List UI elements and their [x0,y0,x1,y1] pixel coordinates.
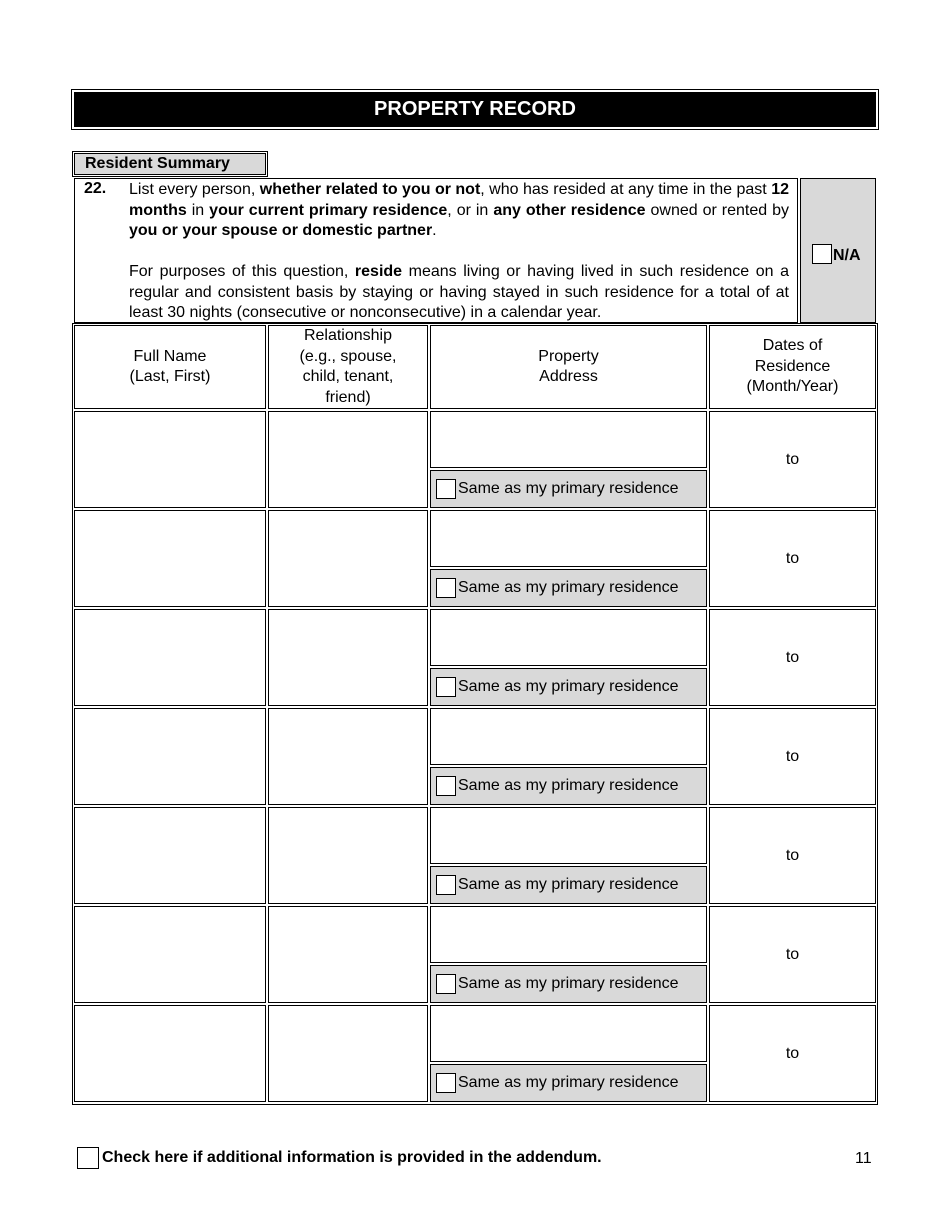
same-as-primary-checkbox[interactable] [436,677,456,697]
address-input-cell[interactable] [430,807,707,864]
same-as-primary-checkbox[interactable] [436,479,456,499]
date-range-separator: to [785,450,800,468]
dates-input-cell[interactable] [709,609,876,706]
date-range-separator: to [785,846,800,864]
name-input-cell[interactable] [74,510,266,607]
address-input-cell[interactable] [430,1005,707,1062]
address-input-cell[interactable] [430,906,707,963]
name-input-cell[interactable] [74,807,266,904]
relationship-input-cell[interactable] [268,708,428,805]
address-input-cell[interactable] [430,411,707,468]
addendum-checkbox[interactable] [77,1147,99,1169]
name-input-cell[interactable] [74,609,266,706]
relationship-input-cell[interactable] [268,807,428,904]
name-input-cell[interactable] [74,906,266,1003]
addendum-label: Check here if additional information is provided in the addendum. [102,1149,602,1166]
relationship-input-cell[interactable] [268,609,428,706]
same-as-primary-option[interactable] [430,569,707,607]
same-as-primary-option[interactable] [430,965,707,1003]
same-as-primary-checkbox[interactable] [436,776,456,796]
name-input-cell[interactable] [74,708,266,805]
relationship-input-cell[interactable] [268,1005,428,1102]
address-input-cell[interactable] [430,609,707,666]
question-text: List every person, whether related to you or not, who has resided at any time in the past 12 months in your current primary residence, or in any other residence owned or rented by you or your spouse or domestic partner. For purposes of this question, reside means living or having lived in such residence on a regular and consistent basis by staying or having stayed in such residence for a total of at least 30 nights (consecutive or nonconsecutive) in a calendar year. [129,181,790,321]
same-as-primary-checkbox[interactable] [436,974,456,994]
same-as-primary-label: Same as my primary residence [458,579,679,596]
column-header-dates: Dates of Residence (Month/Year) [709,325,876,409]
dates-input-cell[interactable] [709,906,876,1003]
same-as-primary-label: Same as my primary residence [458,975,679,992]
date-range-separator: to [785,1044,800,1062]
date-range-separator: to [785,945,800,963]
address-input-cell[interactable] [430,510,707,567]
dates-input-cell[interactable] [709,411,876,508]
address-input-cell[interactable] [430,708,707,765]
addendum-option[interactable] [77,1147,602,1169]
same-as-primary-label: Same as my primary residence [458,777,679,794]
same-as-primary-option[interactable] [430,767,707,805]
same-as-primary-option[interactable] [430,668,707,706]
question-number: 22. [84,180,107,197]
same-as-primary-option[interactable] [430,866,707,904]
date-range-separator: to [785,648,800,666]
section-heading: Resident Summary [74,153,266,175]
na-label: N/A [833,247,861,264]
column-header-relationship: Relationship (e.g., spouse, child, tenant, friend) [268,325,428,409]
date-range-separator: to [785,549,800,567]
same-as-primary-checkbox[interactable] [436,1073,456,1093]
name-input-cell[interactable] [74,1005,266,1102]
date-range-separator: to [785,747,800,765]
name-input-cell[interactable] [74,411,266,508]
page-title: PROPERTY RECORD [74,92,876,127]
dates-input-cell[interactable] [709,1005,876,1102]
same-as-primary-label: Same as my primary residence [458,480,679,497]
relationship-input-cell[interactable] [268,510,428,607]
dates-input-cell[interactable] [709,807,876,904]
dates-input-cell[interactable] [709,708,876,805]
same-as-primary-checkbox[interactable] [436,875,456,895]
same-as-primary-label: Same as my primary residence [458,678,679,695]
same-as-primary-label: Same as my primary residence [458,1074,679,1091]
same-as-primary-checkbox[interactable] [436,578,456,598]
column-header-address: Property Address [430,325,707,409]
same-as-primary-option[interactable] [430,1064,707,1102]
dates-input-cell[interactable] [709,510,876,607]
na-checkbox[interactable] [812,244,832,264]
page-number: 11 [855,1150,872,1167]
same-as-primary-label: Same as my primary residence [458,876,679,893]
na-option[interactable] [812,244,861,266]
same-as-primary-option[interactable] [430,470,707,508]
relationship-input-cell[interactable] [268,411,428,508]
relationship-input-cell[interactable] [268,906,428,1003]
column-header-name: Full Name (Last, First) [74,325,266,409]
